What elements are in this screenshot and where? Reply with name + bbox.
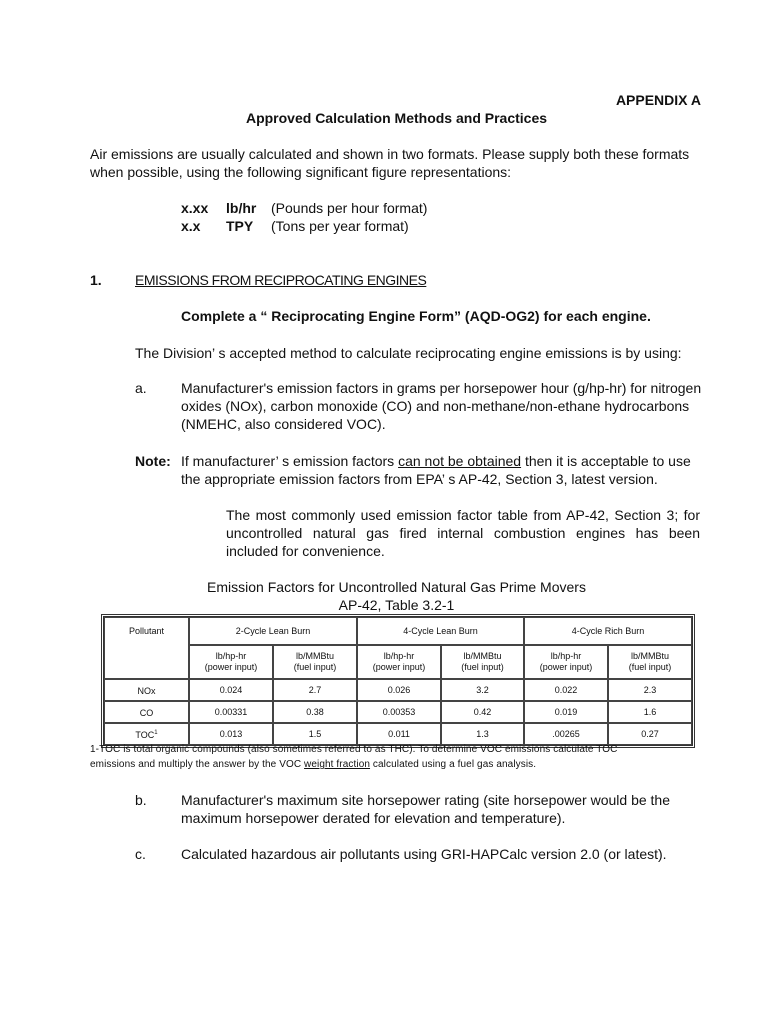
format-unit-1: lb/hr: [226, 200, 257, 216]
value-cell: 0.38: [273, 701, 357, 723]
pollutant-name: NOx: [137, 685, 156, 696]
unit-basis: (fuel input): [461, 662, 504, 672]
note-line-2: the appropriate emission factors from EPA’ s AP-42, Section 3, latest version.: [181, 471, 658, 487]
footnote-underlined: weight fraction: [304, 759, 371, 770]
pollutant-cell: [104, 679, 189, 701]
item-a-line-2: oxides (NOx), carbon monoxide (CO) and non-methane/non-ethane hydrocarbons: [181, 398, 690, 414]
value-cell: .00265: [524, 723, 608, 745]
pollutant-sup: 1: [154, 729, 158, 736]
form-instruction: Complete a “ Reciprocating Engine Form” (AQD-OG2) for each engine.: [181, 308, 651, 324]
unit-label: lb/hp-hr: [383, 651, 415, 661]
item-b-line-2: maximum horsepower derated for elevation and temperature).: [181, 810, 566, 826]
value-cell: 0.024: [189, 679, 273, 701]
table-row-toc: [104, 723, 692, 745]
page-title: Approved Calculation Methods and Practices: [245, 110, 548, 126]
note-line-1: [181, 452, 691, 470]
unit-basis: (power input): [539, 662, 593, 672]
unit-basis: (fuel input): [293, 662, 337, 672]
value-cell: 0.00331: [189, 701, 273, 723]
item-a-line-1: Manufacturer's emission factors in grams per horsepower hour (g/hp-hr) for nitrogen: [181, 380, 702, 396]
value-cell: 0.013: [189, 723, 273, 745]
footnote-line-2: [90, 758, 536, 772]
unit-label: lb/hp-hr: [215, 651, 247, 661]
unit-basis: (power input): [372, 662, 426, 672]
value-cell: 0.022: [524, 679, 608, 701]
emission-factor-table: [101, 614, 695, 748]
format-fig-1: x.xx: [181, 200, 209, 216]
note-post: then it is acceptable to use: [521, 453, 691, 469]
value-cell: 2.7: [273, 679, 357, 701]
item-c-label: c.: [135, 846, 146, 862]
section-number: 1.: [90, 272, 102, 288]
unit-label: lb/MMBtu: [463, 651, 502, 661]
intro-line-2: when possible, using the following significant figure representations:: [90, 164, 512, 180]
format-desc-2: (Tons per year format): [271, 218, 409, 234]
unit-header: [441, 645, 524, 679]
note-label: Note:: [135, 453, 171, 469]
format-unit-2: TPY: [226, 218, 254, 234]
value-cell: 1.6: [608, 701, 692, 723]
pollutant-cell: [104, 701, 189, 723]
group-header-4cycle-rich: 4-Cycle Rich Burn: [524, 617, 692, 645]
value-cell: 0.42: [441, 701, 524, 723]
format-desc-1: (Pounds per hour format): [271, 200, 428, 216]
section-heading: EMISSIONS FROM RECIPROCATING ENGINES: [135, 272, 427, 288]
ap42-line-1: The most commonly used emission factor table from AP-42, Section 3; for: [226, 507, 700, 523]
ap42-line-3: included for convenience.: [226, 543, 385, 559]
appendix-label: APPENDIX A: [615, 92, 701, 108]
table-caption-1: Emission Factors for Uncontrolled Natural Gas Prime Movers: [207, 579, 586, 595]
pollutant-cell: [104, 723, 189, 745]
note-underlined: can not be obtained: [398, 453, 522, 469]
ap42-line-2: uncontrolled natural gas fired internal combustion engines has been: [226, 525, 700, 541]
footnote-post: calculated using a fuel gas analysis.: [370, 759, 537, 770]
table-row-co: [104, 701, 692, 723]
unit-label: lb/hp-hr: [550, 651, 582, 661]
value-cell: 2.3: [608, 679, 692, 701]
format-fig-2: x.x: [181, 218, 201, 234]
unit-label: lb/MMBtu: [296, 651, 335, 661]
footnote-pre: emissions and multiply the answer by the VOC: [90, 759, 305, 770]
item-c-line-1: Calculated hazardous air pollutants using GRI-HAPCalc version 2.0 (or latest).: [181, 846, 667, 862]
pollutant-name: CO: [139, 707, 154, 718]
note-pre: If manufacturer’ s emission factors: [181, 453, 399, 469]
item-a-label: a.: [135, 380, 147, 396]
item-b-label: b.: [135, 792, 147, 808]
unit-header: [357, 645, 441, 679]
item-a-line-3: (NMEHC, also considered VOC).: [181, 416, 386, 432]
unit-basis: (power input): [204, 662, 258, 672]
item-b-line-1: Manufacturer's maximum site horsepower rating (site horsepower would be the: [181, 792, 671, 808]
footnote-line-1: 1-TOC is total organic compounds (also sometimes referred to as THC). To determine VOC emissions calculate TOC: [90, 744, 618, 755]
intro-line-1: Air emissions are usually calculated and shown in two formats. Please supply both these formats: [90, 146, 690, 162]
value-cell: 0.026: [357, 679, 441, 701]
value-cell: 3.2: [441, 679, 524, 701]
unit-header: [608, 645, 692, 679]
value-cell: 0.27: [608, 723, 692, 745]
unit-header: [189, 645, 273, 679]
unit-header: [524, 645, 608, 679]
value-cell: 0.019: [524, 701, 608, 723]
pollutant-header: Pollutant: [104, 617, 189, 679]
value-cell: 1.5: [273, 723, 357, 745]
table-row-nox: [104, 679, 692, 701]
unit-label: lb/MMBtu: [631, 651, 670, 661]
unit-header: [273, 645, 357, 679]
pollutant-name: TOC: [135, 729, 155, 740]
group-header-4cycle-lean: 4-Cycle Lean Burn: [357, 617, 524, 645]
value-cell: 1.3: [441, 723, 524, 745]
table-header-row: [104, 617, 692, 645]
group-header-2cycle-lean: 2-Cycle Lean Burn: [189, 617, 357, 645]
value-cell: 0.011: [357, 723, 441, 745]
table-units-row: [104, 645, 692, 679]
value-cell: 0.00353: [357, 701, 441, 723]
unit-basis: (fuel input): [628, 662, 672, 672]
table-caption-2: AP-42, Table 3.2-1: [338, 597, 455, 613]
method-text: The Division’ s accepted method to calculate reciprocating engine emissions is by using:: [135, 345, 682, 361]
